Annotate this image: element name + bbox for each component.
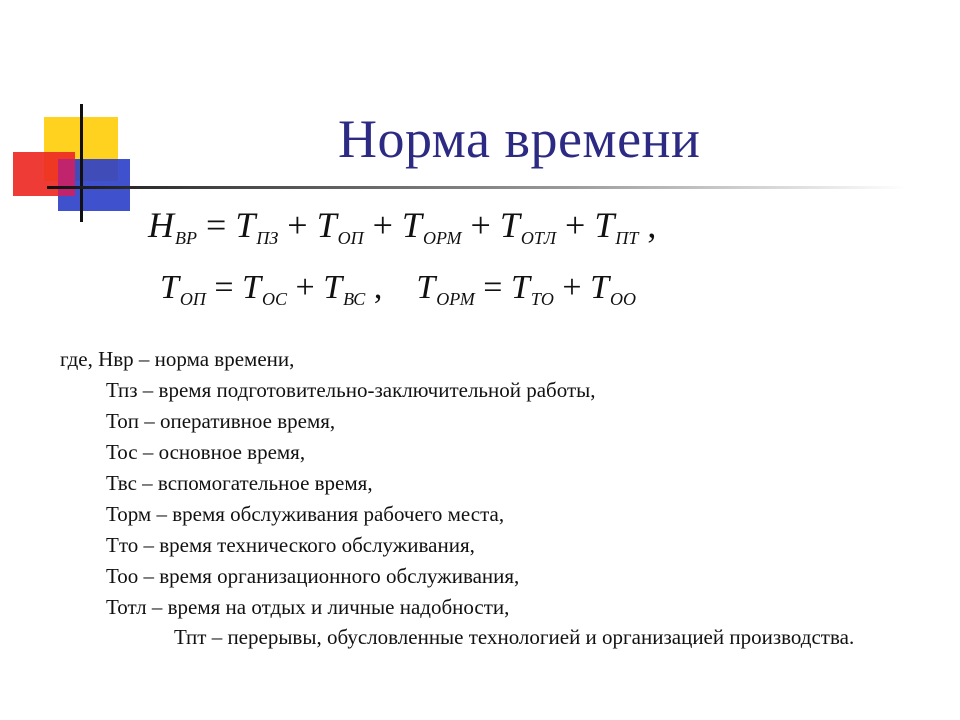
formula-symbol: Т xyxy=(242,269,262,306)
formula-term xyxy=(316,205,364,248)
formula-subscript: ОРМ xyxy=(436,289,475,309)
title-underline xyxy=(47,186,907,189)
formula-symbol: Н xyxy=(148,205,174,245)
formula-term xyxy=(242,269,288,309)
formula-subscript: ОС xyxy=(262,289,288,309)
formula-subscript: ОП xyxy=(179,289,206,309)
formula-subscript: ПЗ xyxy=(256,228,279,248)
formula-symbol: Т xyxy=(316,205,337,245)
formula-operator: , xyxy=(638,205,666,245)
formula-operator: + xyxy=(287,269,324,306)
formula-symbol: Т xyxy=(235,205,256,245)
formula-symbol: Т xyxy=(594,205,615,245)
definition-item: Тос – основное время, xyxy=(106,440,306,464)
formula-subscript: ОРМ xyxy=(422,228,462,248)
formula-term xyxy=(235,205,279,248)
definition-item: Твс – вспомогательное время, xyxy=(106,471,373,495)
formula-operator: + xyxy=(556,205,595,245)
formula-symbol: Т xyxy=(590,269,610,306)
formula-subscript: ПТ xyxy=(615,228,639,248)
formula-symbol: Т xyxy=(323,269,343,306)
formula-symbol: Т xyxy=(510,269,530,306)
definition-intro: где, Нвр – норма времени, xyxy=(60,347,295,371)
formula-symbol: Т xyxy=(401,205,422,245)
formula-subscript: ТО xyxy=(530,289,554,309)
formula-norm-time xyxy=(148,204,665,249)
formula-operative-time xyxy=(160,269,636,310)
definition-item: Тпз – время подготовительно-заключительной работы, xyxy=(106,378,596,402)
formula-term xyxy=(590,269,637,309)
formula-term xyxy=(499,205,557,248)
definition-item: Торм – время обслуживания рабочего места, xyxy=(106,502,505,526)
formula-term xyxy=(510,269,554,309)
definition-item: Тоо – время организационного обслуживания, xyxy=(106,564,520,588)
formula-operator: = xyxy=(474,269,511,306)
formula-subscript: ОП xyxy=(337,228,364,248)
formula-symbol: Т xyxy=(499,205,520,245)
definition-item-last: Тпт – перерывы, обусловленные технологией и организацией производства. xyxy=(174,625,855,649)
formula-subscript: ОО xyxy=(610,289,637,309)
formula-subscript: ВС xyxy=(343,289,366,309)
definitions-list xyxy=(60,344,930,651)
formula-operator: + xyxy=(278,205,317,245)
page-title: Норма времени xyxy=(338,109,701,169)
formula-operator: = xyxy=(197,205,236,245)
formula-term xyxy=(160,269,206,309)
decor-vertical-line xyxy=(80,104,83,222)
formula-symbol: Т xyxy=(416,269,436,306)
formula-operator: = xyxy=(205,269,243,306)
formula-subscript: ВР xyxy=(175,228,197,248)
logo-overlap-square xyxy=(58,159,75,196)
definition-item: Тто – время технического обслуживания, xyxy=(106,533,475,557)
formula-term xyxy=(416,269,475,309)
formula-term xyxy=(148,205,197,248)
formula-subscript: ОТЛ xyxy=(520,228,557,248)
definition-item: Тотл – время на отдых и личные надобности, xyxy=(106,595,510,619)
formula-term xyxy=(323,269,366,309)
formula-operator: + xyxy=(553,269,591,306)
formula-operator: + xyxy=(363,205,402,245)
formula-symbol: Т xyxy=(160,269,179,306)
formula-term xyxy=(401,205,462,248)
formula-term xyxy=(594,205,639,248)
formula-operator: , xyxy=(365,269,417,306)
definition-item: Топ – оперативное время, xyxy=(106,409,336,433)
formula-operator: + xyxy=(461,205,500,245)
